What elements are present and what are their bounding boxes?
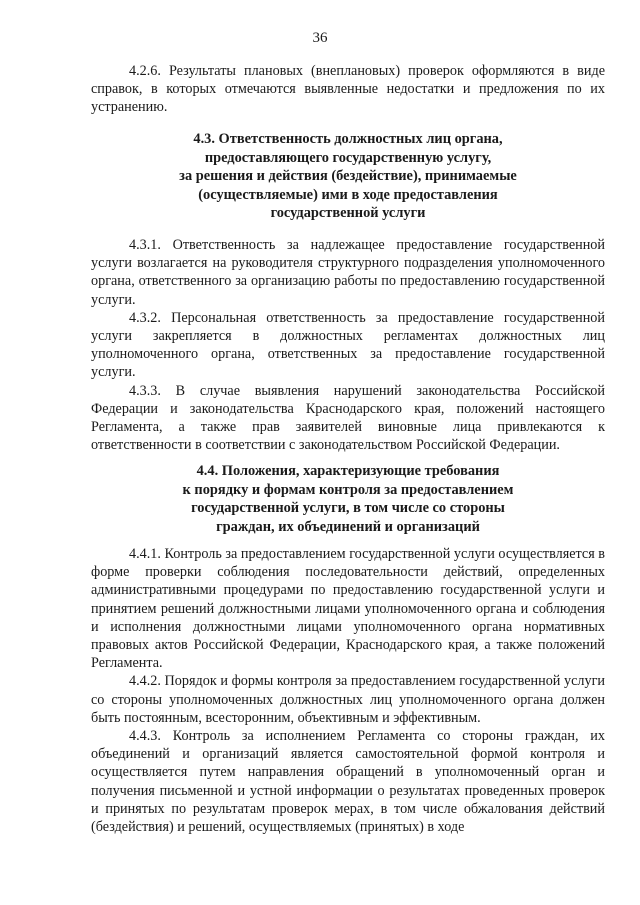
paragraph-4-3-1: 4.3.1. Ответственность за надлежащее предоставление государственной услуги возлагается на руководителя структурного подразделения уполномоченного органа, ответственного за организацию работы по предоставлению государственной услуги. (91, 237, 605, 308)
section-4-4-body (91, 545, 605, 836)
heading-line: (осуществляемые) ими в ходе предоставления (198, 186, 498, 203)
heading-line: за решения и действия (бездействие), принимаемые (179, 168, 517, 184)
heading-line: государственной услуги, в том числе со стороны (191, 500, 505, 516)
paragraph-4-2-6: 4.2.6. Результаты плановых (внеплановых) проверок оформляются в виде справок, в которых отмечаются выявленные недостатки и предложения по их устранению. (91, 63, 605, 116)
section-4-3-heading (91, 130, 605, 223)
intro-block (91, 62, 605, 117)
paragraph-4-3-2: 4.3.2. Персональная ответственность за предоставление государственной услуги закрепляется в должностных регламентах должностных лиц уполномоченного органа, ответственных за предоставление государственной услуги. (91, 309, 605, 381)
paragraph-4-4-2: 4.4.2. Порядок и формы контроля за предоставлением государственной услуги со стороны уполномоченных должностных лиц уполномоченного органа должен быть постоянным, всесторонним, объективным и эффективным. (91, 673, 605, 726)
page-number: 36 (312, 30, 328, 46)
heading-line: граждан, их объединений и организаций (216, 518, 480, 535)
section-4-3-body (91, 236, 605, 454)
heading-line: 4.3. Ответственность должностных лиц органа, (193, 131, 503, 147)
paragraph-4-3-3: 4.3.3. В случае выявления нарушений законодательства Российской Федерации и законодательства Краснодарского края, положений настоящего Регламента, а также прав заявителей виновные лица привлекаются к ответственности в соответствии с законодательством Российской Федерации. (91, 382, 605, 454)
paragraph-4-4-1: 4.4.1. Контроль за предоставлением государственной услуги осуществляется в форме проверки соблюдения последовательности действий, определенных административными процедурами по предоставлению государственной услуги и принятием решений должностными лицами уполномоченного органа и соблюдения и исполнения должностными лицами уполномоченного органа нормативных правовых актов Российской Федерации, Краснодарского края, а также положений Регламента. (91, 546, 605, 672)
heading-line: государственной услуги (270, 205, 426, 221)
heading-line: 4.4. Положения, характеризующие требования (196, 463, 500, 479)
section-4-4-heading (91, 462, 605, 536)
paragraph-4-4-3: 4.4.3. Контроль за исполнением Регламента со стороны граждан, их объединений и организаций является самостоятельной формой контроля и осуществляется путем направления обращений в уполномоченный орган и получения письменной и устной информации о результатах проведенных проверок и принятых по результатам проверок мерах, в том числе обжалования действий (бездействия) и решений, осуществляемых (принятых) в ходе (91, 728, 605, 836)
heading-line: предоставляющего государственную услугу, (204, 149, 492, 166)
heading-line: к порядку и формам контроля за предоставлением (182, 481, 514, 498)
